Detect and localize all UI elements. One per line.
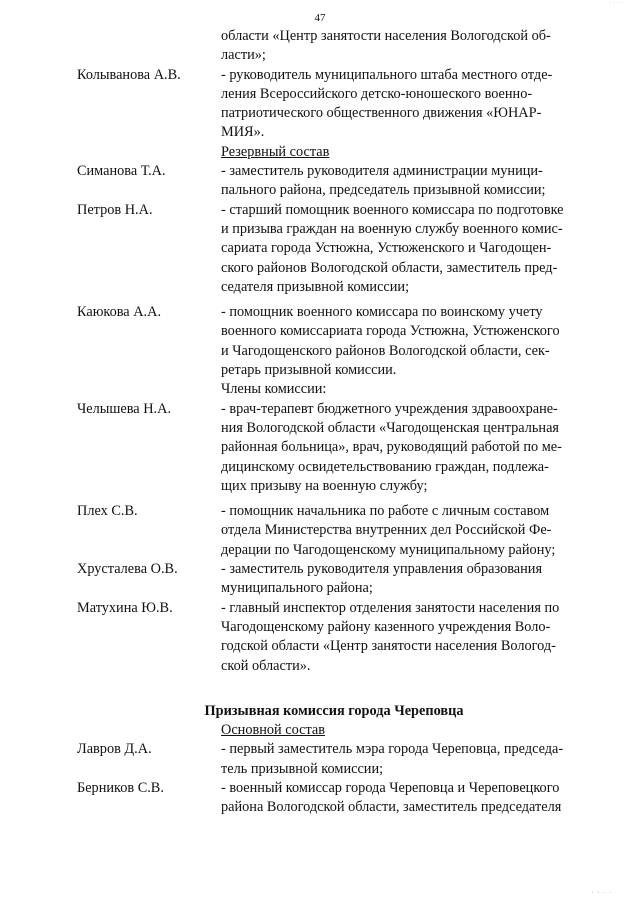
- member-name: Каюкова А.А.: [77, 304, 162, 321]
- role-line: дицинскому освидетельствованию граждан, подлежа-: [221, 458, 549, 475]
- role-line: - старший помощник военного комиссара по подготовке: [221, 201, 564, 218]
- role-line: - военный комиссар города Череповца и Череповецкого: [221, 779, 560, 796]
- role-line: - заместитель руководителя управления образования: [221, 561, 543, 578]
- member-name: Колыванова А.В.: [77, 66, 181, 83]
- reserve-heading: Резервный состав: [221, 143, 330, 160]
- member-role: [221, 599, 591, 676]
- role-line: - первый заместитель мэра города Череповца, председа-: [221, 741, 564, 758]
- role-line: и призыва граждан на военную службу военного комис-: [221, 220, 563, 237]
- role-line: военного комиссариата города Устюжна, Устюженского: [221, 323, 560, 340]
- role-line: - руководитель муниципального штаба местного отде-: [221, 66, 553, 83]
- member-role: [221, 162, 591, 201]
- role-line: дерации по Чагодощенскому муниципальному району;: [221, 541, 556, 558]
- role-line: района Вологодской области, заместитель председателя: [221, 799, 562, 816]
- member-entry: [77, 740, 591, 779]
- role-line: ского районов Вологодской области, заместитель пред-: [221, 259, 558, 276]
- scan-artifact-bottom: · · · ·: [591, 890, 612, 897]
- member-entry: [77, 400, 591, 496]
- role-line: МИЯ».: [221, 124, 265, 141]
- scan-artifact-top: · · · ·: [608, 0, 622, 7]
- member-role: [221, 303, 591, 380]
- role-line: сариата города Устюжна, Устюженского и Чагодощен-: [221, 240, 552, 257]
- role-line: тель призывной комиссии;: [221, 760, 384, 777]
- role-line: - главный инспектор отделения занятости населения по: [221, 599, 560, 616]
- member-role: [221, 66, 591, 143]
- role-line: годской области «Центр занятости населения Вологод-: [221, 638, 556, 655]
- member-entry: [77, 599, 591, 676]
- member-name: Петров Н.А.: [77, 201, 153, 218]
- member-entry: [77, 779, 591, 818]
- role-line: районная больница», врач, руководящий работой по ме-: [221, 439, 562, 456]
- page-number: 47: [314, 12, 326, 24]
- member-role: [221, 740, 591, 779]
- intro-text: [221, 27, 591, 66]
- member-entry: [77, 502, 591, 560]
- role-line: - врач-терапевт бюджетного учреждения здравоохране-: [221, 400, 558, 417]
- member-name: Симанова Т.А.: [77, 163, 166, 180]
- role-line: щих призыву на военную службу;: [221, 477, 428, 494]
- role-line: ретарь призывной комиссии.: [221, 362, 397, 379]
- role-line: - помощник начальника по работе с личным составом: [221, 503, 550, 520]
- role-line: седателя призывной комиссии;: [221, 278, 410, 295]
- role-line: отдела Министерства внутренних дел Российской Фе-: [221, 522, 552, 539]
- role-line: патриотического общественного движения «ЮНАР-: [221, 105, 542, 122]
- role-line: муниципального района;: [221, 580, 373, 597]
- role-line: - заместитель руководителя администрации муници-: [221, 163, 543, 180]
- member-name: Челышева Н.А.: [77, 400, 172, 417]
- member-role: [221, 502, 591, 560]
- intro-line: области «Центр занятости населения Вологодской об-: [221, 28, 551, 44]
- role-line: и Чагодощенского районов Вологодской области, сек-: [221, 342, 550, 359]
- role-line: Чагодощенскому району казенного учреждения Воло-: [221, 618, 551, 635]
- member-entry: [77, 66, 591, 143]
- document-body: [77, 27, 591, 818]
- member-entry: [77, 162, 591, 201]
- role-line: пального района, председатель призывной комиссии;: [221, 182, 546, 199]
- role-line: ния Вологодской области «Чагодощенская центральная: [221, 419, 560, 436]
- role-line: ской области».: [221, 657, 311, 674]
- role-line: - помощник военного комиссара по воинскому учету: [221, 304, 543, 321]
- member-entry: [77, 560, 591, 599]
- section-heading: Призывная комиссия города Череповца: [204, 702, 464, 719]
- member-name: Матухина Ю.В.: [77, 599, 173, 616]
- member-name: Плех С.В.: [77, 503, 138, 520]
- member-name: Берников С.В.: [77, 779, 164, 796]
- member-role: [221, 400, 591, 496]
- member-entry: [77, 303, 591, 380]
- member-role: [221, 779, 591, 818]
- main-heading: Основной состав: [221, 722, 325, 739]
- role-line: ления Всероссийского детско-юношеского военно-: [221, 85, 533, 102]
- member-name: Лавров Д.А.: [77, 741, 152, 758]
- member-entry: [77, 201, 591, 297]
- member-role: [221, 560, 591, 599]
- member-name: Хрусталева О.В.: [77, 561, 178, 578]
- intro-line: ласти»;: [221, 47, 266, 64]
- member-role: [221, 201, 591, 297]
- members-heading: Члены комиссии:: [221, 381, 327, 398]
